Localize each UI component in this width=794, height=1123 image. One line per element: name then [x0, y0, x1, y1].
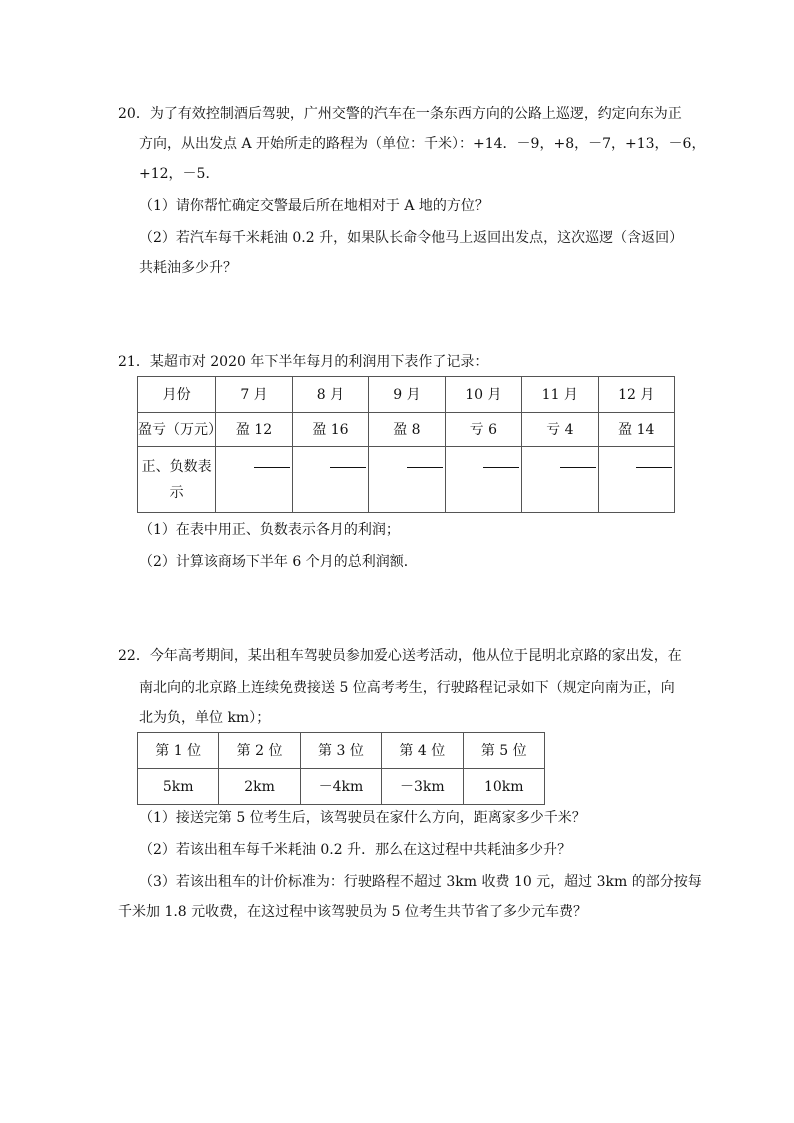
answer-blank[interactable] — [636, 453, 672, 468]
profit-table-signed-row — [138, 447, 675, 513]
profit-table — [137, 376, 675, 513]
answer-blank[interactable] — [560, 453, 596, 468]
header-cell: 7 月 — [216, 377, 292, 413]
q22-line-2: 南北向的北京路上连续免费接送 5 位高考考生，行驶路程记录如下（规定向南为正，向 — [139, 680, 675, 696]
value-cell: 2km — [219, 769, 300, 805]
value-cell: 盈 16 — [292, 413, 368, 447]
answer-blank-cell[interactable] — [522, 447, 598, 513]
answer-blank[interactable] — [407, 453, 443, 468]
q20-sub-2a: （2）若汽车每千米耗油 0.2 升，如果队长命令他马上返回出发点，这次巡逻（含返回） — [139, 230, 684, 246]
row-label-cell — [138, 447, 216, 513]
q22-line-1: 22．今年高考期间，某出租车驾驶员参加爱心送考活动，他从位于昆明北京路的家出发，在 — [118, 648, 682, 664]
q21-intro: 21．某超市对 2020 年下半年每月的利润用下表作了记录： — [118, 354, 489, 370]
header-cell: 第 1 位 — [138, 733, 219, 769]
q20-sub-2b: 共耗油多少升？ — [139, 260, 237, 276]
value-cell: －4km — [300, 769, 381, 805]
distance-table-header-row — [138, 733, 545, 769]
answer-blank-cell[interactable] — [216, 447, 292, 513]
answer-blank[interactable] — [330, 453, 366, 468]
value-cell: 10km — [463, 769, 545, 805]
q21-sub-2: （2）计算该商场下半年 6 个月的总利润额． — [139, 554, 418, 570]
header-cell: 第 4 位 — [382, 733, 463, 769]
answer-blank-cell[interactable] — [369, 447, 445, 513]
header-cell: 月份 — [138, 377, 216, 413]
answer-blank-cell[interactable] — [445, 447, 521, 513]
value-cell: 盈 14 — [598, 413, 674, 447]
q21-sub-1: （1）在表中用正、负数表示各月的利润； — [139, 522, 400, 538]
q22-sub-3a: （3）若该出租车的计价标准为：行驶路程不超过 3km 收费 10 元，超过 3km 的部分按每 — [139, 874, 702, 890]
answer-blank-cell[interactable] — [598, 447, 674, 513]
profit-table-value-row — [138, 413, 675, 447]
q22-sub-3b: 千米加 1.8 元收费，在这过程中该驾驶员为 5 位考生共节省了多少元车费？ — [118, 904, 587, 920]
distance-table-value-row — [138, 769, 545, 805]
q22-sub-1: （1）接送完第 5 位考生后，该驾驶员在家什么方向，距离家多少千米？ — [139, 810, 586, 826]
distance-table — [137, 732, 545, 805]
header-cell: 8 月 — [292, 377, 368, 413]
answer-blank-cell[interactable] — [292, 447, 368, 513]
header-cell: 9 月 — [369, 377, 445, 413]
answer-blank[interactable] — [483, 453, 519, 468]
row-label-line-1: 正、负数表 — [141, 458, 212, 475]
header-cell: 12 月 — [598, 377, 674, 413]
value-cell: 亏 4 — [522, 413, 598, 447]
value-cell: 5km — [138, 769, 219, 805]
value-cell: －3km — [382, 769, 463, 805]
q20-line-3: +12，－5． — [139, 166, 220, 182]
answer-blank[interactable] — [254, 453, 290, 468]
header-cell: 第 5 位 — [463, 733, 545, 769]
row-label-cell: 盈亏（万元） — [138, 413, 216, 447]
q22-sub-2: （2）若该出租车每千米耗油 0.2 升．那么在这过程中共耗油多少升？ — [139, 842, 572, 858]
header-cell: 11 月 — [522, 377, 598, 413]
q20-line-2: 方向，从出发点 A 开始所走的路程为（单位：千米）：+14．－9，+8，－7，+13，－6， — [139, 136, 706, 152]
value-cell: 盈 12 — [216, 413, 292, 447]
header-cell: 第 3 位 — [300, 733, 381, 769]
header-cell: 10 月 — [445, 377, 521, 413]
header-cell: 第 2 位 — [219, 733, 300, 769]
q20-line-1: 20．为了有效控制酒后驾驶，广州交警的汽车在一条东西方向的公路上巡逻，约定向东为正 — [118, 106, 682, 122]
value-cell: 亏 6 — [445, 413, 521, 447]
q22-line-3: 北为负，单位 km）； — [139, 710, 271, 726]
profit-table-header-row — [138, 377, 675, 413]
value-cell: 盈 8 — [369, 413, 445, 447]
row-label-line-2: 示 — [169, 484, 184, 501]
q20-sub-1: （1）请你帮忙确定交警最后所在地相对于 A 地的方位？ — [139, 198, 489, 214]
